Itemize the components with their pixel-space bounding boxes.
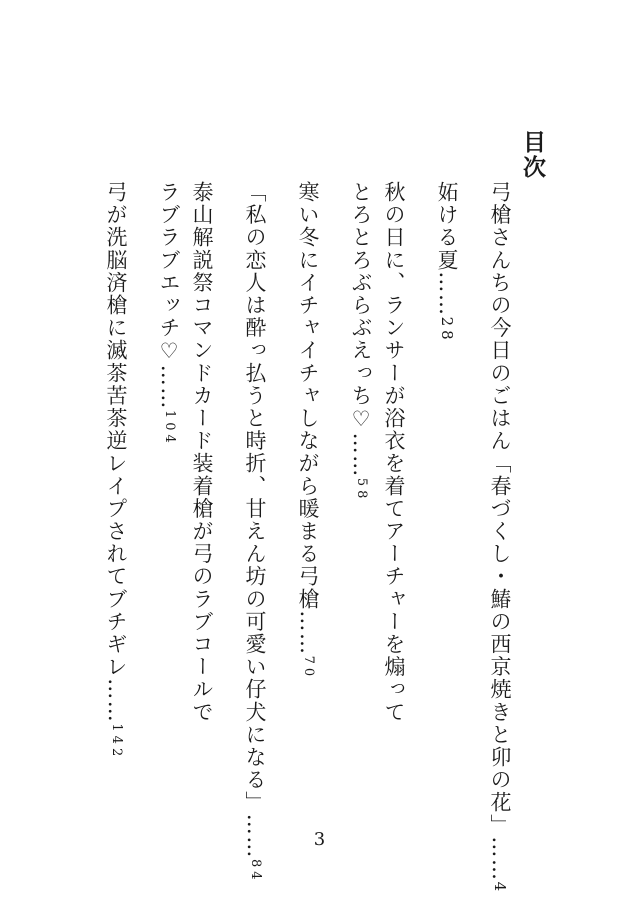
toc-entry-2-line-1: 妬ける夏……28 — [435, 181, 459, 344]
toc-entry-3-line-2: とろとろぶらぶえっち♡……58 — [349, 181, 373, 503]
toc-entry-5-line-1: 「私の恋人は酔っ払うと時折、甘えん坊の可愛い仔犬になる」……84 — [243, 181, 267, 884]
toc-entry-7-page: 142 — [109, 723, 124, 761]
page-number: 3 — [313, 829, 326, 850]
toc-entry-5-page: 84 — [248, 859, 263, 884]
toc-entry-3-line-1: 秋の日に、ランサーが浴衣を着てアーチャーを煽って — [382, 181, 406, 724]
toc-entry-6-line-1: 泰山解説祭コマンドカード装着槍が弓のラブコールで — [190, 181, 214, 724]
toc-entry-6-line-2: ラブラブエッチ♡……104 — [157, 181, 181, 447]
toc-entry-1-page: 4 — [491, 881, 509, 896]
toc-entry-2-page: 28 — [438, 316, 456, 344]
toc-entry-6-page: 104 — [162, 410, 177, 447]
toc-entry-1-line-1: 弓槍さんちの今日のごはん「春づくし・鰆の西京焼きと卯の花」……4 — [488, 181, 512, 896]
toc-entry-4-page: 70 — [301, 655, 316, 681]
toc-entry-3-page: 58 — [354, 477, 369, 503]
toc-entry-7-line-1: 弓が洗脳済槍に滅茶苦茶逆レイプされてブチギレ……142 — [104, 181, 128, 761]
toc-title: 目次 — [519, 130, 546, 180]
toc-entry-4-line-1: 寒い冬にイチャイチャしながら暖まる弓槍……70 — [296, 181, 320, 681]
